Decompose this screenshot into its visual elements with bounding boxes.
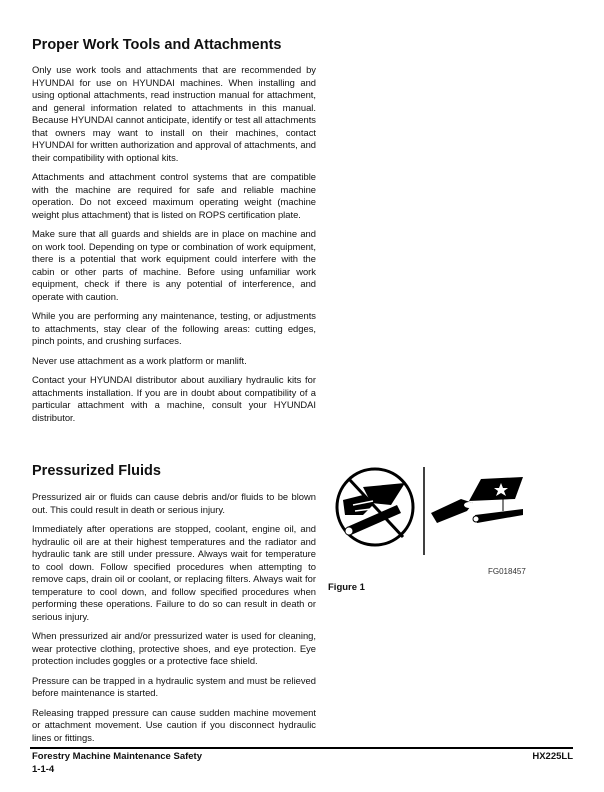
figure-code: FG018457 xyxy=(488,567,526,576)
figure-caption: Figure 1 xyxy=(328,582,365,593)
section-pressurized-fluids xyxy=(32,463,316,744)
paragraph: Pressurized air or fluids can cause debris and/or fluids to be blown out. This could result in death or serious injury. xyxy=(32,491,316,515)
paragraph: Immediately after operations are stopped, coolant, engine oil, and hydraulic oil are at their highest temperatures and the radiator and hydraulic tank are still under pressure. Always wait for temperature to cool down. Follow specified procedures when attempting to remove caps, drain oil or coolant, or replacing filters. Always wait for temperature to cool down, and follow specified procedures when performing these operations. Failure to do so can result in death or serious injury. xyxy=(32,523,316,622)
section-work-tools xyxy=(32,37,316,431)
section-title: Pressurized Fluids xyxy=(32,463,161,479)
cardboard-check-icon xyxy=(431,477,523,523)
paragraph: While you are performing any maintenance, testing, or adjustments to attachments, stay clear of the following areas: cutting edges, pinch points, and crushing surfaces. xyxy=(32,310,316,346)
section-title: Proper Work Tools and Attachments xyxy=(32,37,282,53)
paragraph: Pressure can be trapped in a hydraulic system and must be relieved before maintenance is started. xyxy=(32,674,316,698)
paragraph: Contact your HYUNDAI distributor about auxiliary hydraulic kits for attachments installation. If you are in doubt about compatibility of a particular attachment with a machine, consult your HYUNDAI distributor. xyxy=(32,374,316,423)
footer-title: Forestry Machine Maintenance Safety xyxy=(32,751,202,762)
footer xyxy=(30,749,573,763)
pressurized-fluid-warning-illustration xyxy=(333,465,573,560)
paragraph: Releasing trapped pressure can cause sudden machine movement or attachment movement. Use caution if you disconnect hydraulic lines or fittings. xyxy=(32,706,316,743)
paragraph: Make sure that all guards and shields are in place on machine and on work tool. Depending on type or combination of work equipment, there is a potential that work equipment could interfere with the cabin or other parts of machine. Before using unfamiliar work equipment, check if there is any potential of interference, and operate with caution. xyxy=(32,228,316,302)
paragraph: Only use work tools and attachments that are recommended by HYUNDAI for use on HYUNDAI machines. When installing and using optional attachments, read instruction manual for attachment, and general information related to attachments in this manual. Because HYUNDAI cannot anticipate, identify or test all attachments that owners may want to install on their machines, contact HYUNDAI for written authorization and approval of attachments, and their compatibility with optional kits. xyxy=(32,64,317,163)
paragraph: When pressurized air and/or pressurized water is used for cleaning, wear protective clothing, protective shoes, and eye protection. Eye protection includes goggles or a protective face shield. xyxy=(32,630,316,666)
page-number: 1-1-4 xyxy=(32,764,55,775)
footer-model: HX225LL xyxy=(532,751,573,762)
paragraph: Attachments and attachment control systems that are compatible with the machine are required for safe and reliable machine operation. Do not exceed maximum operating weight (machine weight plus attachment) that is listed on ROPS certification plate. xyxy=(32,171,316,220)
prohibited-hand-icon xyxy=(337,469,413,545)
paragraph: Never use attachment as a work platform or manlift. xyxy=(32,354,247,366)
